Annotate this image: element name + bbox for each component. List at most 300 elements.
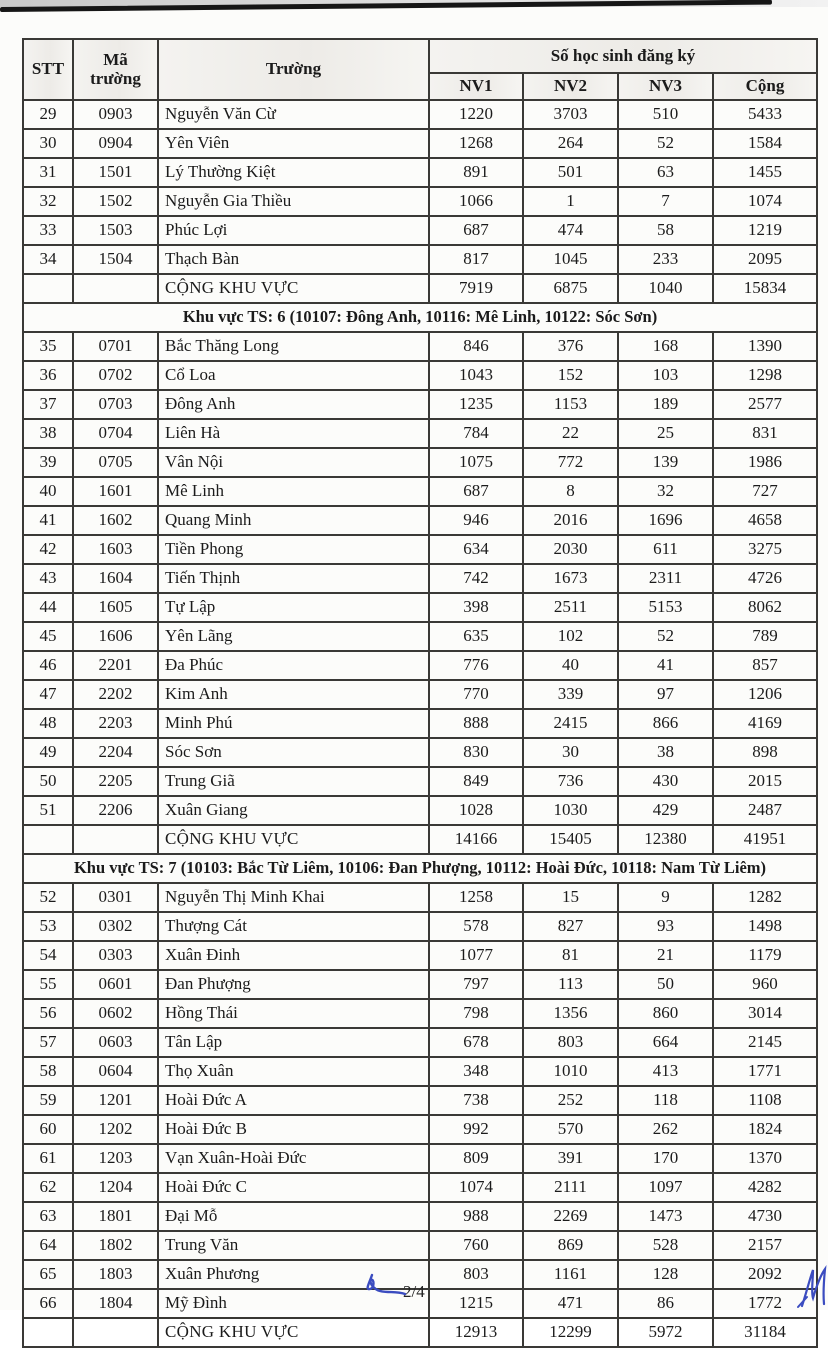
cell-truong: Kim Anh [158,680,429,709]
table-row [23,796,817,825]
cell-ma-truong: 0702 [73,361,158,390]
col-header-nv1: NV1 [429,73,523,100]
cell-truong: Cổ Loa [158,361,429,390]
cell-nv3: 510 [618,100,713,129]
cell-stt: 37 [23,390,73,419]
cell-cong: 2095 [713,245,817,274]
cell-nv2: 2269 [523,1202,618,1231]
cell-truong: Nguyễn Văn Cừ [158,100,429,129]
cell-nv3: 528 [618,1231,713,1260]
cell-truong: Tân Lập [158,1028,429,1057]
cell-cong: 960 [713,970,817,999]
cell-nv2: 474 [523,216,618,245]
cell-truong: Quang Minh [158,506,429,535]
table-row [23,100,817,129]
cell-nv1: 348 [429,1057,523,1086]
cell-nv3: 41 [618,651,713,680]
table-row [23,1173,817,1202]
cell-cong: 857 [713,651,817,680]
col-header-truong: Trường [158,39,429,100]
total-nv1: 12913 [429,1318,523,1347]
cell-nv2: 827 [523,912,618,941]
section-header-label: Khu vực TS: 6 (10107: Đông Anh, 10116: Mê Linh, 10122: Sóc Sơn) [23,303,817,332]
cell-nv2: 15 [523,883,618,912]
cell-stt: 51 [23,796,73,825]
cell-ma-truong: 1803 [73,1260,158,1289]
cell-stt-empty [23,825,73,854]
cell-cong: 4282 [713,1173,817,1202]
cell-nv1: 803 [429,1260,523,1289]
cell-nv2: 40 [523,651,618,680]
table-row [23,1144,817,1173]
cell-cong: 1455 [713,158,817,187]
cell-stt-empty [23,274,73,303]
table-row [23,419,817,448]
total-nv3: 5972 [618,1318,713,1347]
table-row [23,970,817,999]
cell-ma-truong: 0604 [73,1057,158,1086]
table-row [23,564,817,593]
cell-nv1: 1235 [429,390,523,419]
table-row [23,361,817,390]
cell-truong: Yên Viên [158,129,429,158]
cell-nv1: 817 [429,245,523,274]
cell-stt: 34 [23,245,73,274]
registration-table [22,38,818,1348]
cell-stt: 59 [23,1086,73,1115]
cell-ma-truong: 1502 [73,187,158,216]
cell-nv2: 81 [523,941,618,970]
cell-stt: 36 [23,361,73,390]
cell-ma-truong: 1606 [73,622,158,651]
cell-nv2: 501 [523,158,618,187]
cell-stt: 54 [23,941,73,970]
cell-nv1: 798 [429,999,523,1028]
cell-stt: 62 [23,1173,73,1202]
cell-nv3: 128 [618,1260,713,1289]
section-header-label: Khu vực TS: 7 (10103: Bắc Từ Liêm, 10106: Đan Phượng, 10112: Hoài Đức, 10118: Nam Từ Liêm) [23,854,817,883]
cell-ma-truong: 0302 [73,912,158,941]
total-row [23,825,817,854]
cell-stt: 38 [23,419,73,448]
table-row [23,1231,817,1260]
table-row [23,158,817,187]
cell-cong: 4169 [713,709,817,738]
cell-nv3: 139 [618,448,713,477]
cell-ma-truong: 0701 [73,332,158,361]
cell-cong: 898 [713,738,817,767]
cell-nv1: 1077 [429,941,523,970]
cell-nv1: 1074 [429,1173,523,1202]
cell-nv1: 678 [429,1028,523,1057]
cell-stt: 48 [23,709,73,738]
cell-truong: Đa Phúc [158,651,429,680]
cell-stt: 35 [23,332,73,361]
cell-nv1: 1215 [429,1289,523,1318]
cell-ma-truong: 1601 [73,477,158,506]
cell-cong: 2145 [713,1028,817,1057]
cell-nv2: 2511 [523,593,618,622]
cell-nv3: 118 [618,1086,713,1115]
table-row [23,535,817,564]
cell-stt: 46 [23,651,73,680]
cell-nv1: 849 [429,767,523,796]
table-row [23,187,817,216]
total-nv2: 6875 [523,274,618,303]
cell-cong: 1498 [713,912,817,941]
cell-cong: 789 [713,622,817,651]
cell-stt: 29 [23,100,73,129]
cell-ma-truong: 1504 [73,245,158,274]
page-number: 2/4 [403,1282,425,1301]
cell-ma-truong: 1603 [73,535,158,564]
cell-nv1: 1066 [429,187,523,216]
cell-nv3: 189 [618,390,713,419]
cell-ma-truong-empty [73,825,158,854]
cell-nv2: 339 [523,680,618,709]
cell-ma-truong-empty [73,1318,158,1347]
cell-nv3: 52 [618,129,713,158]
cell-ma-truong: 0904 [73,129,158,158]
cell-nv3: 103 [618,361,713,390]
table-row [23,129,817,158]
cell-cong: 1584 [713,129,817,158]
cell-nv3: 86 [618,1289,713,1318]
cell-nv1: 1028 [429,796,523,825]
cell-ma-truong: 1802 [73,1231,158,1260]
cell-stt: 47 [23,680,73,709]
cell-nv3: 664 [618,1028,713,1057]
cell-ma-truong: 2201 [73,651,158,680]
cell-cong: 831 [713,419,817,448]
table-row [23,883,817,912]
cell-cong: 1771 [713,1057,817,1086]
cell-stt: 66 [23,1289,73,1318]
cell-nv3: 429 [618,796,713,825]
cell-stt: 31 [23,158,73,187]
cell-truong: Xuân Đinh [158,941,429,970]
table-row [23,709,817,738]
table-row [23,680,817,709]
cell-stt: 50 [23,767,73,796]
cell-nv2: 803 [523,1028,618,1057]
cell-cong: 1282 [713,883,817,912]
table-row [23,622,817,651]
cell-stt: 61 [23,1144,73,1173]
col-header-ma-truong: Mã trường [73,39,158,100]
cell-nv3: 5153 [618,593,713,622]
cell-stt: 45 [23,622,73,651]
pen-initials-mark [797,1266,828,1310]
total-cong: 41951 [713,825,817,854]
cell-ma-truong: 1202 [73,1115,158,1144]
cell-truong: Vân Nội [158,448,429,477]
cell-ma-truong: 0705 [73,448,158,477]
cell-cong: 4658 [713,506,817,535]
total-nv3: 12380 [618,825,713,854]
cell-nv3: 7 [618,187,713,216]
cell-truong: Thọ Xuân [158,1057,429,1086]
cell-stt: 30 [23,129,73,158]
cell-truong: Nguyễn Gia Thiều [158,187,429,216]
cell-nv3: 50 [618,970,713,999]
cell-nv3: 97 [618,680,713,709]
cell-nv1: 634 [429,535,523,564]
cell-ma-truong: 1602 [73,506,158,535]
cell-ma-truong-empty [73,274,158,303]
cell-nv3: 9 [618,883,713,912]
cell-ma-truong: 0704 [73,419,158,448]
cell-nv3: 413 [618,1057,713,1086]
cell-nv2: 22 [523,419,618,448]
table-header [23,39,817,100]
cell-nv2: 772 [523,448,618,477]
cell-nv3: 32 [618,477,713,506]
cell-cong: 8062 [713,593,817,622]
cell-nv3: 1696 [618,506,713,535]
total-nv3: 1040 [618,274,713,303]
cell-truong: Bắc Thăng Long [158,332,429,361]
cell-truong: Tiến Thịnh [158,564,429,593]
cell-cong: 1370 [713,1144,817,1173]
cell-stt: 60 [23,1115,73,1144]
cell-truong: Liên Hà [158,419,429,448]
cell-nv2: 1356 [523,999,618,1028]
cell-nv1: 891 [429,158,523,187]
cell-cong: 2487 [713,796,817,825]
cell-ma-truong: 2206 [73,796,158,825]
cell-truong: Xuân Giang [158,796,429,825]
cell-nv1: 1268 [429,129,523,158]
cell-nv1: 1258 [429,883,523,912]
cell-stt: 39 [23,448,73,477]
cell-truong: Nguyễn Thị Minh Khai [158,883,429,912]
cell-truong: Minh Phú [158,709,429,738]
cell-cong: 1986 [713,448,817,477]
cell-stt: 58 [23,1057,73,1086]
col-header-nv3: NV3 [618,73,713,100]
cell-nv1: 738 [429,1086,523,1115]
cell-cong: 2015 [713,767,817,796]
cell-truong: Thạch Bàn [158,245,429,274]
cell-truong: Trung Giã [158,767,429,796]
table-row [23,1086,817,1115]
cell-cong: 1179 [713,941,817,970]
cell-nv2: 376 [523,332,618,361]
cell-nv3: 262 [618,1115,713,1144]
cell-nv2: 1161 [523,1260,618,1289]
cell-cong: 4726 [713,564,817,593]
cell-nv3: 168 [618,332,713,361]
total-nv2: 12299 [523,1318,618,1347]
table-row [23,506,817,535]
cell-nv3: 611 [618,535,713,564]
table-row [23,1115,817,1144]
cell-nv3: 93 [618,912,713,941]
cell-nv1: 687 [429,477,523,506]
cell-nv2: 1673 [523,564,618,593]
cell-stt: 42 [23,535,73,564]
cell-nv1: 1043 [429,361,523,390]
table-row [23,651,817,680]
table-row [23,477,817,506]
cell-nv1: 809 [429,1144,523,1173]
cell-truong: Tiền Phong [158,535,429,564]
cell-nv3: 170 [618,1144,713,1173]
cell-cong: 3275 [713,535,817,564]
cell-nv1: 846 [429,332,523,361]
col-header-stt: STT [23,39,73,100]
total-cong: 15834 [713,274,817,303]
table-row [23,390,817,419]
cell-stt: 32 [23,187,73,216]
cell-cong: 1219 [713,216,817,245]
cell-truong: Hồng Thái [158,999,429,1028]
cell-ma-truong: 0602 [73,999,158,1028]
cell-ma-truong: 1801 [73,1202,158,1231]
cell-nv1: 760 [429,1231,523,1260]
cell-nv2: 152 [523,361,618,390]
table-row [23,767,817,796]
section-header-row [23,854,817,883]
cell-nv1: 988 [429,1202,523,1231]
cell-cong: 1390 [713,332,817,361]
cell-nv3: 1473 [618,1202,713,1231]
cell-cong: 4730 [713,1202,817,1231]
table-row [23,999,817,1028]
cell-nv3: 1097 [618,1173,713,1202]
cell-truong: Lý Thường Kiệt [158,158,429,187]
cell-nv2: 1153 [523,390,618,419]
cell-truong: Trung Văn [158,1231,429,1260]
cell-cong: 5433 [713,100,817,129]
cell-nv1: 578 [429,912,523,941]
col-header-group: Số học sinh đăng ký [429,39,817,73]
cell-nv2: 869 [523,1231,618,1260]
cell-cong: 2157 [713,1231,817,1260]
total-nv2: 15405 [523,825,618,854]
cell-cong: 1824 [713,1115,817,1144]
cell-ma-truong: 2203 [73,709,158,738]
cell-nv1: 784 [429,419,523,448]
cell-stt: 49 [23,738,73,767]
cell-truong: Vạn Xuân-Hoài Đức [158,1144,429,1173]
table-row [23,332,817,361]
cell-truong: Đông Anh [158,390,429,419]
cell-stt: 65 [23,1260,73,1289]
cell-ma-truong: 0601 [73,970,158,999]
cell-cong: 2092 [713,1260,817,1289]
cell-nv2: 1030 [523,796,618,825]
cell-nv1: 992 [429,1115,523,1144]
pen-check-mark [360,1271,408,1299]
cell-nv2: 471 [523,1289,618,1318]
cell-ma-truong: 1604 [73,564,158,593]
cell-stt: 56 [23,999,73,1028]
cell-nv2: 1 [523,187,618,216]
total-label: CỘNG KHU VỰC [158,274,429,303]
section-header-row [23,303,817,332]
cell-nv3: 2311 [618,564,713,593]
cell-cong: 1108 [713,1086,817,1115]
cell-cong: 2577 [713,390,817,419]
cell-nv2: 102 [523,622,618,651]
total-nv1: 7919 [429,274,523,303]
cell-ma-truong: 0603 [73,1028,158,1057]
total-row [23,1318,817,1347]
total-row [23,274,817,303]
cell-stt: 43 [23,564,73,593]
cell-truong: Mỹ Đình [158,1289,429,1318]
cell-stt: 40 [23,477,73,506]
cell-nv2: 391 [523,1144,618,1173]
table-row [23,245,817,274]
cell-truong: Phúc Lợi [158,216,429,245]
cell-nv3: 233 [618,245,713,274]
cell-nv1: 888 [429,709,523,738]
cell-ma-truong: 1804 [73,1289,158,1318]
cell-cong: 1206 [713,680,817,709]
cell-nv2: 736 [523,767,618,796]
total-label: CỘNG KHU VỰC [158,825,429,854]
cell-nv2: 264 [523,129,618,158]
cell-nv2: 2016 [523,506,618,535]
cell-stt: 52 [23,883,73,912]
cell-nv3: 58 [618,216,713,245]
table-row [23,448,817,477]
cell-truong: Mê Linh [158,477,429,506]
table-row [23,912,817,941]
cell-nv3: 63 [618,158,713,187]
cell-stt: 33 [23,216,73,245]
cell-nv2: 570 [523,1115,618,1144]
table-row [23,216,817,245]
cell-nv2: 1010 [523,1057,618,1086]
cell-truong: Yên Lãng [158,622,429,651]
cell-stt: 41 [23,506,73,535]
cell-ma-truong: 2202 [73,680,158,709]
cell-ma-truong: 0703 [73,390,158,419]
cell-truong: Tự Lập [158,593,429,622]
cell-cong: 1772 [713,1289,817,1318]
table-row [23,1057,817,1086]
table-row [23,1202,817,1231]
cell-stt: 64 [23,1231,73,1260]
table-body [23,100,817,1347]
cell-stt: 55 [23,970,73,999]
cell-ma-truong: 2205 [73,767,158,796]
cell-ma-truong: 1503 [73,216,158,245]
cell-nv2: 2030 [523,535,618,564]
cell-truong: Hoài Đức A [158,1086,429,1115]
cell-truong: Hoài Đức C [158,1173,429,1202]
cell-ma-truong: 0903 [73,100,158,129]
cell-nv3: 21 [618,941,713,970]
cell-cong: 1298 [713,361,817,390]
cell-nv3: 25 [618,419,713,448]
cell-nv1: 946 [429,506,523,535]
cell-stt: 53 [23,912,73,941]
cell-nv2: 2111 [523,1173,618,1202]
cell-truong: Đan Phượng [158,970,429,999]
cell-truong: Xuân Phương [158,1260,429,1289]
cell-nv3: 38 [618,738,713,767]
cell-nv1: 776 [429,651,523,680]
cell-cong: 727 [713,477,817,506]
table-row [23,738,817,767]
cell-ma-truong: 2204 [73,738,158,767]
cell-cong: 3014 [713,999,817,1028]
